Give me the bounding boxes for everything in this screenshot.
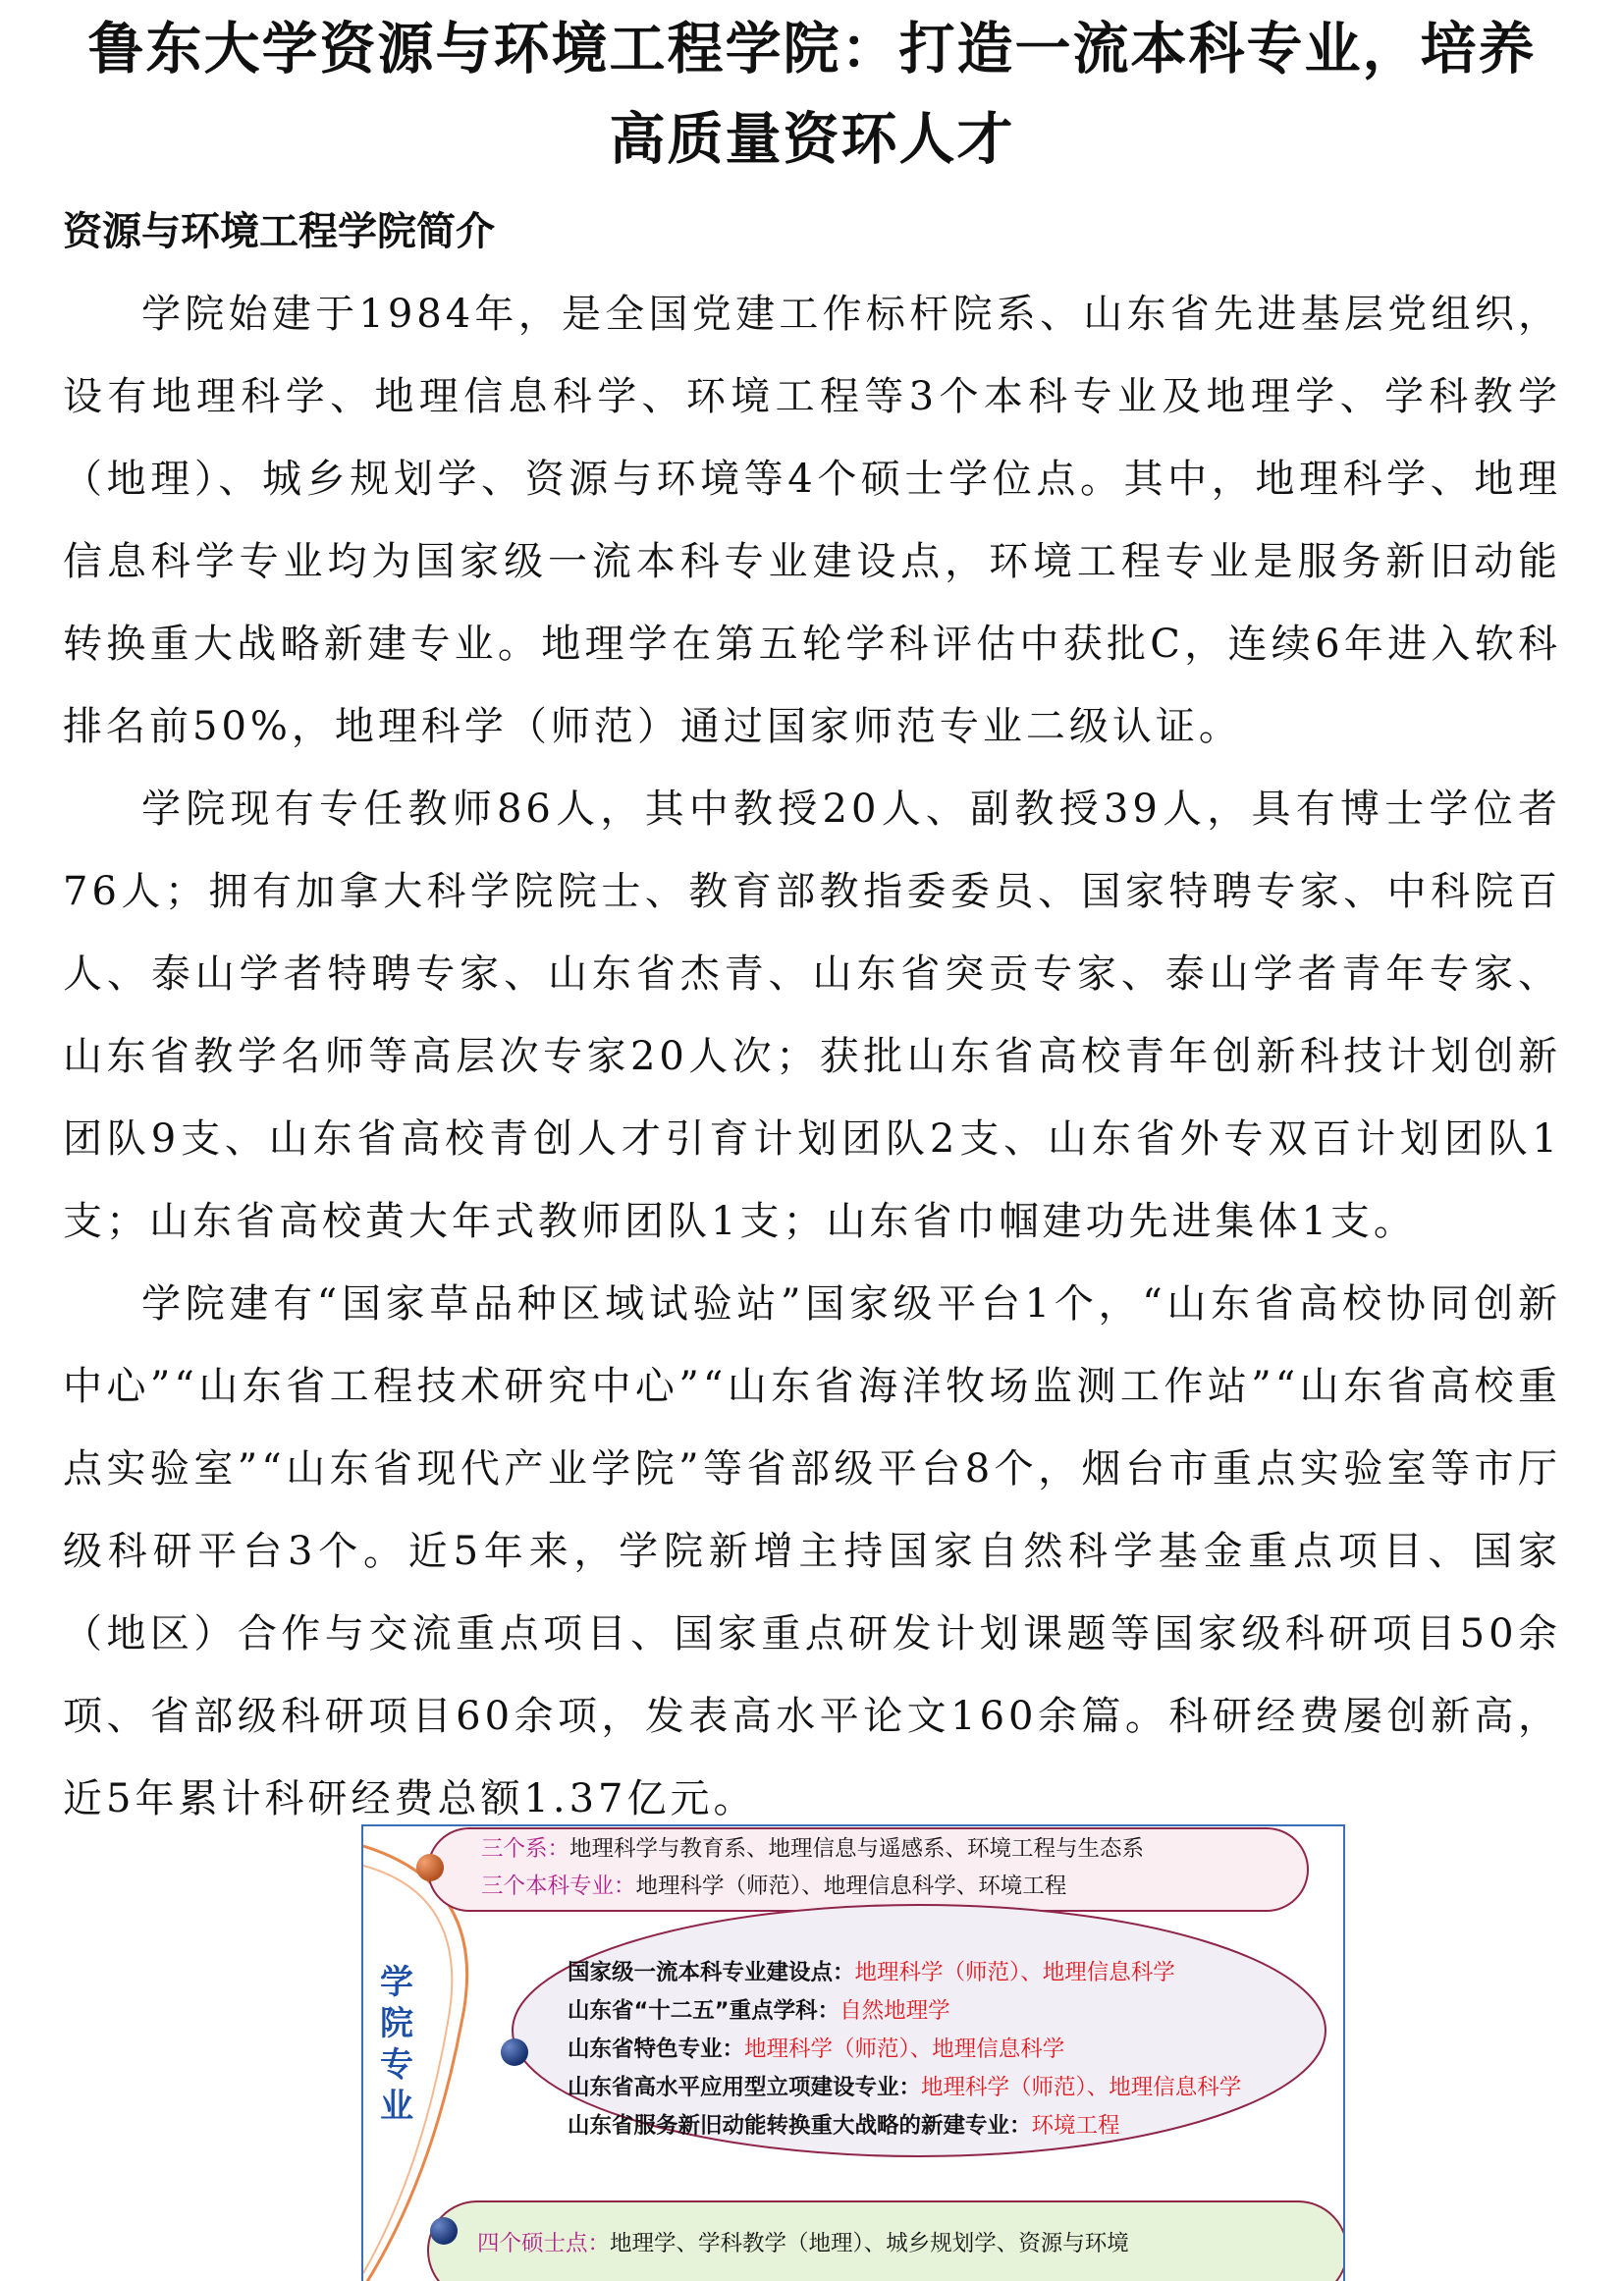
dot-orange (416, 1854, 444, 1881)
article-title (39, 4, 1585, 185)
side-label-char: 专 (380, 2045, 413, 2085)
bubble2-item-label: 山东省高水平应用型立项建设专业： (568, 2075, 922, 2100)
section-heading: 资源与环境工程学院简介 (63, 209, 495, 254)
bubble2-item (568, 1992, 950, 2031)
side-label-college-majors (377, 1962, 416, 2127)
dot-blue-mid (501, 2038, 528, 2066)
bubble3-label: 四个硕士点： (477, 2231, 611, 2256)
bubble1-line1-value: 地理科学与教育系、地理信息与遥感系、环境工程与生态系 (569, 1836, 1145, 1862)
bubble2-item-label: 山东省服务新旧动能转换重大战略的新建专业： (568, 2113, 1032, 2139)
paragraph-faculty: 学院现有专任教师86人，其中教授20人、副教授39人，具有博士学位者76人；拥有加拿大科学院院士、教育部教指委委员、国家特聘专家、中科院百人、泰山学者特聘专家、山东省杰青、山东省突贡专家、泰山学者青年专家、山东省教学名师等高层次专家20人次；获批山东省高校青年创新科技计划创新团队9支、山东省高校青创人才引育计划团队2支、山东省外专双百计划团队1支；山东省高校黄大年式教师团队1支；山东省巾帼建功先进集体1支。 (63, 787, 1561, 1244)
bubble1-line2-label: 三个本科专业： (481, 1874, 636, 1899)
bubble1-line1 (481, 1830, 1144, 1869)
dot-blue-bottom (430, 2217, 458, 2245)
bubble2-item-value: 地理科学（师范）、地理信息科学 (921, 2075, 1242, 2100)
bubble1-line2-value: 地理科学（师范）、地理信息科学、环境工程 (635, 1874, 1067, 1899)
paragraph-platforms: 学院建有“国家草品种区域试验站”国家级平台1个，“山东省高校协同创新中心”“山东省工程技术研究中心”“山东省海洋牧场监测工作站”“山东省高校重点实验室”“山东省现代产业学院”等省部级平台8个，烟台市重点实验室等市厅级科研平台3个。近5年来，学院新增主持国家自然科学基金重点项目、国家（地区）合作与交流重点项目、国家重点研发计划课题等国家级科研项目50余项、省部级科研项目60余项，发表高水平论文160余篇。科研经费屡创新高，近5年累计科研经费总额1.37亿元。 (63, 1281, 1561, 1821)
paragraph-history: 学院始建于1984年，是全国党建工作标杆院系、山东省先进基层党组织，设有地理科学、地理信息科学、环境工程等3个本科专业及地理学、学科教学（地理）、城乡规划学、资源与环境等4个硕士学位点。其中，地理科学、地理信息科学专业均为国家级一流本科专业建设点，环境工程专业是服务新旧动能转换重大战略新建专业。地理学在第五轮学科评估中获批C，连续6年进入软科排名前50%，地理科学（师范）通过国家师范专业二级认证。 (63, 292, 1561, 749)
bubble2-item (568, 2069, 1241, 2107)
title-line-2: 高质量资环人才 (609, 107, 1015, 172)
bubble2-item-label: 国家级一流本科专业建设点： (568, 1960, 855, 1985)
bubble2-item (568, 2107, 1120, 2145)
bubble3-line (477, 2225, 1129, 2263)
bubble1-line1-label: 三个系： (481, 1836, 570, 1862)
bubble3-value: 地理学、学科教学（地理）、城乡规划学、资源与环境 (610, 2231, 1129, 2256)
side-label-char: 院 (380, 2004, 413, 2043)
bubble2-item-value: 自然地理学 (839, 1998, 950, 2024)
bubble2-item-label: 山东省“十二五”重点学科： (568, 1998, 840, 2024)
side-label-char: 业 (380, 2087, 413, 2126)
bubble2-item-label: 山东省特色专业： (568, 2037, 745, 2062)
bubble2-item-value: 地理科学（师范）、地理信息科学 (744, 2037, 1065, 2062)
bubble2-item-value: 环境工程 (1031, 2113, 1120, 2139)
bubble2-item (568, 1954, 1175, 1992)
bubble2-item (568, 2031, 1064, 2069)
college-majors-diagram (361, 1824, 1345, 2281)
bubble2-item-value: 地理科学（师范）、地理信息科学 (854, 1960, 1175, 1985)
title-line-1: 鲁东大学资源与环境工程学院：打造一流本科专业，培养 (87, 17, 1537, 81)
bubble1-line2 (481, 1868, 1066, 1906)
side-label-char: 学 (380, 1963, 413, 2002)
